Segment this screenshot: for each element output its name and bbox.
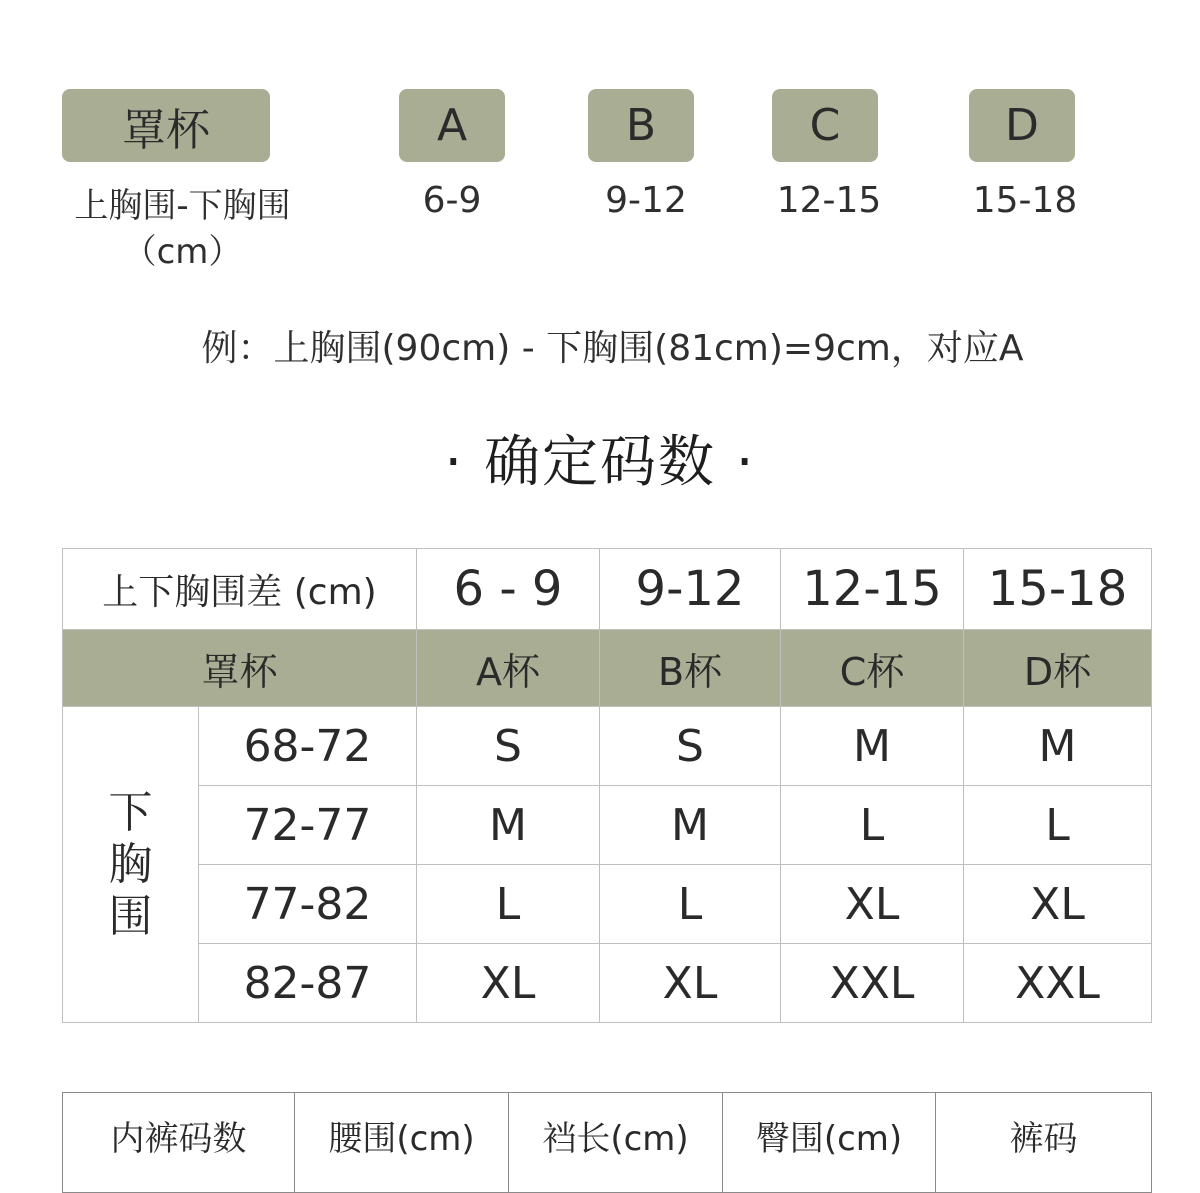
- brief-header-cell: 臀围(cm): [723, 1093, 936, 1193]
- size-cell: L: [781, 786, 964, 865]
- cup-badge-a: [399, 89, 505, 162]
- band-cell: 77-82: [199, 865, 417, 944]
- side-label-char: 胸: [108, 838, 153, 890]
- table-row: [63, 944, 1152, 1023]
- table-row: [63, 786, 1152, 865]
- diff-range-cell: 15-18: [964, 549, 1152, 630]
- example-text: 例：上胸围(90cm) - 下胸围(81cm)=9cm，对应A: [201, 328, 1024, 369]
- cup-badge-d-label: D: [1005, 100, 1039, 151]
- size-cell: L: [417, 865, 600, 944]
- band-cell: 72-77: [199, 786, 417, 865]
- size-cell: M: [781, 707, 964, 786]
- cup-badge-d: [969, 89, 1075, 162]
- brief-header-cell: 腰围(cm): [295, 1093, 509, 1193]
- size-cell: XL: [417, 944, 600, 1023]
- table-row: [63, 865, 1152, 944]
- size-cell: M: [964, 707, 1152, 786]
- size-cell: XXL: [964, 944, 1152, 1023]
- table-row: [63, 707, 1152, 786]
- size-cell: XL: [964, 865, 1152, 944]
- side-label-char: 围: [108, 890, 153, 942]
- brief-header-cell: 裆长(cm): [509, 1093, 723, 1193]
- size-table: [62, 548, 1152, 1023]
- band-cell: 68-72: [199, 707, 417, 786]
- size-cell: L: [964, 786, 1152, 865]
- cup-badge-c: [772, 89, 878, 162]
- cup-name-cell: D杯: [964, 630, 1152, 707]
- cup-range-a: 6-9: [422, 180, 482, 221]
- cup-name-cell: C杯: [781, 630, 964, 707]
- size-cell: M: [600, 786, 781, 865]
- cup-badge-b-label: B: [625, 100, 657, 151]
- diff-range-cell: 6 - 9: [417, 549, 600, 630]
- cup-badge-b: [588, 89, 694, 162]
- brief-header-cell: 内裤码数: [63, 1093, 295, 1193]
- diff-range-cell: 12-15: [781, 549, 964, 630]
- size-cell: M: [417, 786, 600, 865]
- cup-name-cell: A杯: [417, 630, 600, 707]
- measure-label: [40, 183, 325, 275]
- size-cell: S: [600, 707, 781, 786]
- section-title: · 确定码数 ·: [444, 430, 756, 495]
- cup-header-label: 罩杯: [122, 104, 210, 156]
- cup-name-cell: B杯: [600, 630, 781, 707]
- size-cell: L: [600, 865, 781, 944]
- cup-range-c: 12-15: [776, 180, 882, 221]
- brief-header-cell: 裤码: [936, 1093, 1152, 1193]
- cup-badge-c-label: C: [809, 100, 841, 151]
- band-cell: 82-87: [199, 944, 417, 1023]
- diff-header-row: [63, 549, 1152, 630]
- side-label-char: 下: [108, 786, 153, 838]
- cup-row: [63, 630, 1152, 707]
- diff-header-cell: 上下胸围差 (cm): [63, 549, 417, 630]
- cup-header-badge: [62, 89, 270, 162]
- diff-range-cell: 9-12: [600, 549, 781, 630]
- cup-badge-a-label: A: [436, 100, 468, 151]
- underbust-side-label: [63, 707, 199, 1023]
- size-cell: XXL: [781, 944, 964, 1023]
- brief-header-row: [63, 1093, 1152, 1193]
- cup-range-b: 9-12: [605, 180, 687, 221]
- size-cell: XL: [781, 865, 964, 944]
- size-cell: XL: [600, 944, 781, 1023]
- cup-header-cell: 罩杯: [63, 630, 417, 707]
- measure-label-line2: （cm）: [122, 232, 243, 272]
- brief-size-table: [62, 1092, 1152, 1193]
- cup-range-d: 15-18: [972, 180, 1078, 221]
- size-cell: S: [417, 707, 600, 786]
- measure-label-line1: 上胸围-下胸围: [74, 186, 291, 226]
